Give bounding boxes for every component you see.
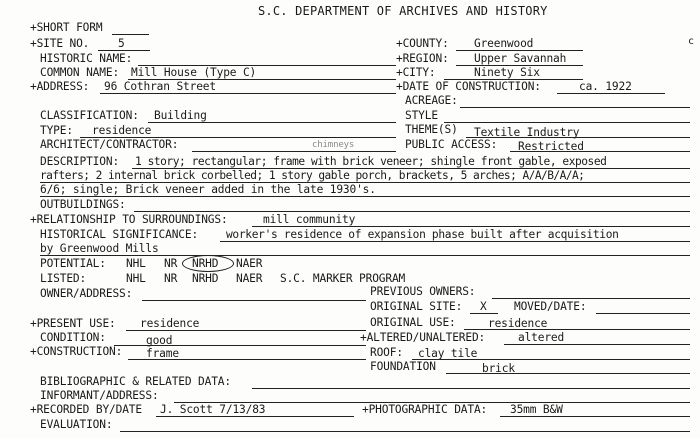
site-no-label: +SITE NO.	[30, 37, 90, 50]
outbuildings-line	[134, 211, 690, 212]
themes-value: Textile Industry	[474, 126, 580, 139]
public-access-line	[510, 151, 690, 152]
classification-value: Building	[154, 109, 207, 122]
architect-faint-text: chimneys	[312, 140, 355, 150]
evaluation-line	[120, 431, 690, 432]
present-use-label: +PRESENT USE:	[30, 317, 116, 330]
significance-line-1	[220, 241, 690, 242]
informant-label: INFORMANT/ADDRESS:	[40, 389, 159, 402]
roof-value: clay tile	[418, 347, 478, 360]
county-line	[456, 50, 583, 51]
significance-line-2	[40, 255, 690, 256]
city-value: Ninety Six	[474, 66, 540, 79]
significance-label: HISTORICAL SIGNIFICANCE:	[40, 228, 199, 241]
roof-line	[412, 359, 690, 360]
classification-line	[148, 122, 396, 123]
bibliographic-label: BIBLIOGRAPHIC & RELATED DATA:	[40, 375, 231, 388]
region-label: +REGION:	[396, 52, 449, 65]
foundation-value: brick	[482, 362, 515, 375]
description-line-3: 6/6; single; Brick veneer added in the late 1930's.	[40, 183, 376, 196]
photographic-label: +PHOTOGRAPHIC DATA:	[362, 403, 488, 416]
moved-line	[596, 313, 690, 314]
recorded-label: +RECORDED BY/DATE	[30, 403, 142, 416]
photographic-line	[500, 416, 690, 417]
potential-nr: NR	[164, 257, 178, 270]
public-access-label: PUBLIC ACCESS:	[405, 138, 498, 151]
foundation-line	[446, 373, 690, 374]
evaluation-label: EVALUATION:	[40, 418, 113, 431]
original-site-line	[470, 313, 498, 314]
description-label: DESCRIPTION:	[40, 155, 120, 168]
listed-marker: S.C. MARKER PROGRAM	[280, 272, 406, 285]
listed-label: LISTED:	[40, 272, 87, 285]
condition-label: CONDITION:	[40, 331, 106, 344]
listed-nr: NR	[164, 272, 178, 285]
listed-nhl: NHL	[126, 272, 146, 285]
listed-nrhd: NRHD	[192, 272, 219, 285]
relationship-value: mill community	[263, 213, 356, 226]
city-label: +CITY:	[396, 66, 436, 79]
site-no-line	[98, 50, 150, 51]
relationship-label: +RELATIONSHIP TO SURROUNDINGS:	[30, 213, 228, 226]
potential-nrhd: NRHD	[192, 257, 219, 270]
type-value: residence	[92, 124, 152, 137]
potential-nrhd-circle	[182, 255, 234, 272]
themes-line	[466, 137, 690, 138]
corner-mark: c	[688, 36, 694, 47]
architect-label: ARCHITECT/CONTRACTOR:	[40, 138, 179, 151]
address-label: +ADDRESS:	[30, 80, 90, 93]
construction-label: +CONSTRUCTION:	[30, 345, 123, 358]
short-form-label: +SHORT FORM	[30, 21, 103, 34]
region-value: Upper Savannah	[474, 52, 567, 65]
outbuildings-label: OUTBUILDINGS:	[40, 198, 126, 211]
listed-naer: NAER	[236, 272, 263, 285]
date-label: +DATE OF CONSTRUCTION:	[396, 80, 541, 93]
present-use-line	[126, 330, 366, 331]
significance-value-2: by Greenwood Mills	[40, 242, 159, 255]
description-line-2: rafters; 2 internal brick corbelled; 1 story gable porch, brackets, 5 arches; A/A/B/A/A;	[40, 169, 585, 182]
owner-line	[142, 300, 366, 301]
architect-line	[192, 151, 396, 152]
short-form-line	[112, 34, 149, 35]
potential-nhl: NHL	[126, 257, 146, 270]
acreage-label: ACREAGE:	[405, 94, 458, 107]
site-no-value: 5	[118, 37, 125, 50]
original-use-value: residence	[488, 317, 548, 330]
significance-value-1: worker's residence of expansion phase built after acquisition	[226, 228, 619, 241]
condition-line	[114, 345, 366, 346]
public-access-value: Restricted	[518, 140, 584, 153]
original-use-line	[464, 329, 690, 330]
potential-naer: NAER	[236, 257, 263, 270]
description-underline-3	[40, 196, 690, 197]
county-value: Greenwood	[474, 37, 534, 50]
historic-name-label: HISTORIC NAME:	[40, 52, 133, 65]
themes-label: THEME(S)	[405, 123, 458, 136]
previous-owners-line	[492, 298, 690, 299]
present-use-value: residence	[140, 317, 200, 330]
previous-owners-label: PREVIOUS OWNERS:	[370, 285, 476, 298]
common-name-value: Mill House (Type C)	[131, 66, 257, 79]
classification-label: CLASSIFICATION:	[40, 109, 139, 122]
date-value: ca. 1922	[579, 80, 632, 93]
date-line	[557, 93, 665, 94]
common-name-label: COMMON NAME:	[40, 66, 120, 79]
construction-value: frame	[146, 347, 179, 360]
address-line	[100, 93, 396, 94]
county-label: +COUNTY:	[396, 37, 449, 50]
original-site-label: ORIGINAL SITE:	[370, 300, 463, 313]
original-use-label: ORIGINAL USE:	[370, 316, 456, 329]
foundation-label: FOUNDATION	[370, 360, 436, 373]
condition-value: good	[146, 334, 173, 347]
original-site-value: X	[480, 300, 487, 313]
recorded-value: J. Scott 7/13/83	[160, 403, 266, 416]
owner-label: OWNER/ADDRESS:	[40, 287, 133, 300]
photographic-value: 35mm B&W	[510, 403, 563, 416]
potential-label: POTENTIAL:	[40, 257, 106, 270]
altered-label: +ALTERED/UNALTERED:	[360, 331, 486, 344]
type-label: TYPE:	[40, 124, 73, 137]
altered-line	[504, 344, 690, 345]
description-line-1: 1 story; rectangular; frame with brick veneer; shingle front gable, exposed	[135, 155, 607, 168]
construction-line	[128, 359, 366, 360]
form-title: S.C. DEPARTMENT OF ARCHIVES AND HISTORY	[258, 4, 548, 18]
bibliographic-line	[252, 388, 690, 389]
relationship-line	[252, 226, 690, 227]
moved-label: MOVED/DATE:	[514, 300, 587, 313]
acreage-line	[460, 107, 690, 108]
roof-label: ROOF:	[370, 346, 403, 359]
style-label: STYLE	[405, 109, 438, 122]
address-value: 96 Cothran Street	[104, 80, 216, 93]
altered-value: altered	[518, 331, 565, 344]
style-line	[444, 122, 690, 123]
recorded-line	[156, 416, 354, 417]
